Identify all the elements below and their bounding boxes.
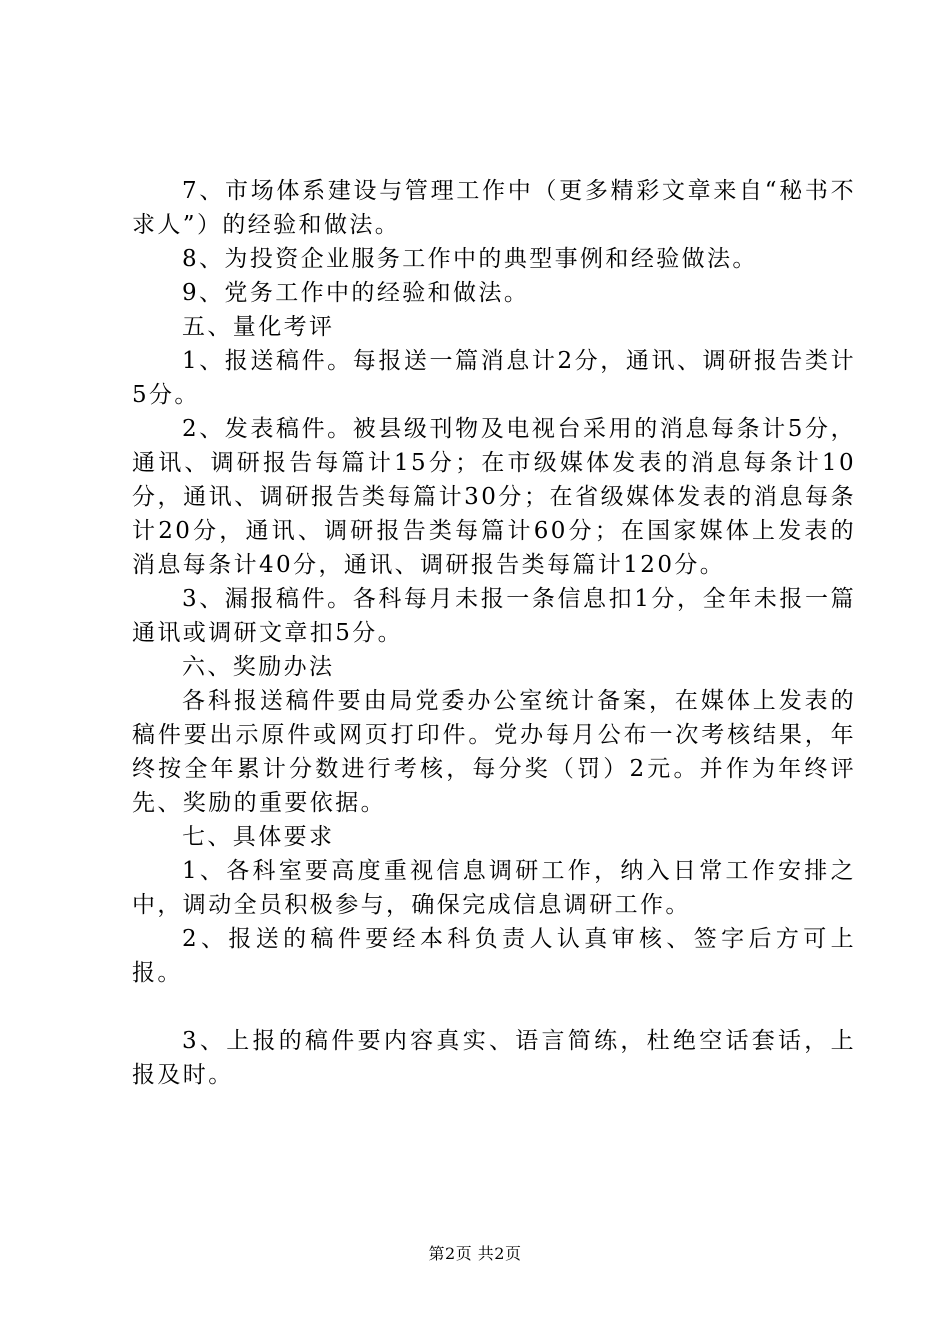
page-number-label: 第2页 共2页 [428,1244,522,1263]
section-heading-quantitative-evaluation: 五、量化考评 [182,314,335,340]
paragraph-requirement-1: 1、各科室要高度重视信息调研工作，纳入日常工作安排之中，调动全员积极参与，确保完成信息调研工作。 [132,858,856,918]
paragraph-item-8: 8、为投资企业服务工作中的典型事例和经验做法。 [182,246,758,272]
paragraph-publish-articles: 2、发表稿件。被县级刊物及电视台采用的消息每条计5分，通讯、调研报告每篇计15分；在市级媒体发表的消息每条计10分，通讯、调研报告类每篇计30分；在省级媒体发表的消息每条计20分，通讯、调研报告类每篇计60分；在国家媒体上发表的消息每条计40分，通讯、调研报告类每篇计120分。 [132,416,856,578]
paragraph-requirement-2: 2、报送的稿件要经本科负责人认真审核、签字后方可上报。 [132,926,856,986]
paragraph-item-7: 7、市场体系建设与管理工作中（更多精彩文章来自“秘书不求人”）的经验和做法。 [132,178,856,238]
paragraph-submit-articles: 1、报送稿件。每报送一篇消息计2分，通讯、调研报告类计5分。 [132,348,856,408]
paragraph-missed-articles: 3、漏报稿件。各科每月未报一条信息扣1分，全年未报一篇通讯或调研文章扣5分。 [132,586,856,646]
paragraph-requirement-3: 3、上报的稿件要内容真实、语言简练，杜绝空话套话，上报及时。 [132,1028,856,1088]
section-heading-reward-methods: 六、奖励办法 [182,654,335,680]
page-footer [0,1244,950,1264]
paragraph-reward-details: 各科报送稿件要由局党委办公室统计备案，在媒体上发表的稿件要出示原件或网页打印件。党办每月公布一次考核结果，年终按全年累计分数进行考核，每分奖（罚）2元。并作为年终评先、奖励的重要依据。 [132,688,856,816]
section-heading-specific-requirements: 七、具体要求 [182,824,335,850]
paragraph-item-9: 9、党务工作中的经验和做法。 [182,280,530,306]
document-body [132,174,856,1092]
